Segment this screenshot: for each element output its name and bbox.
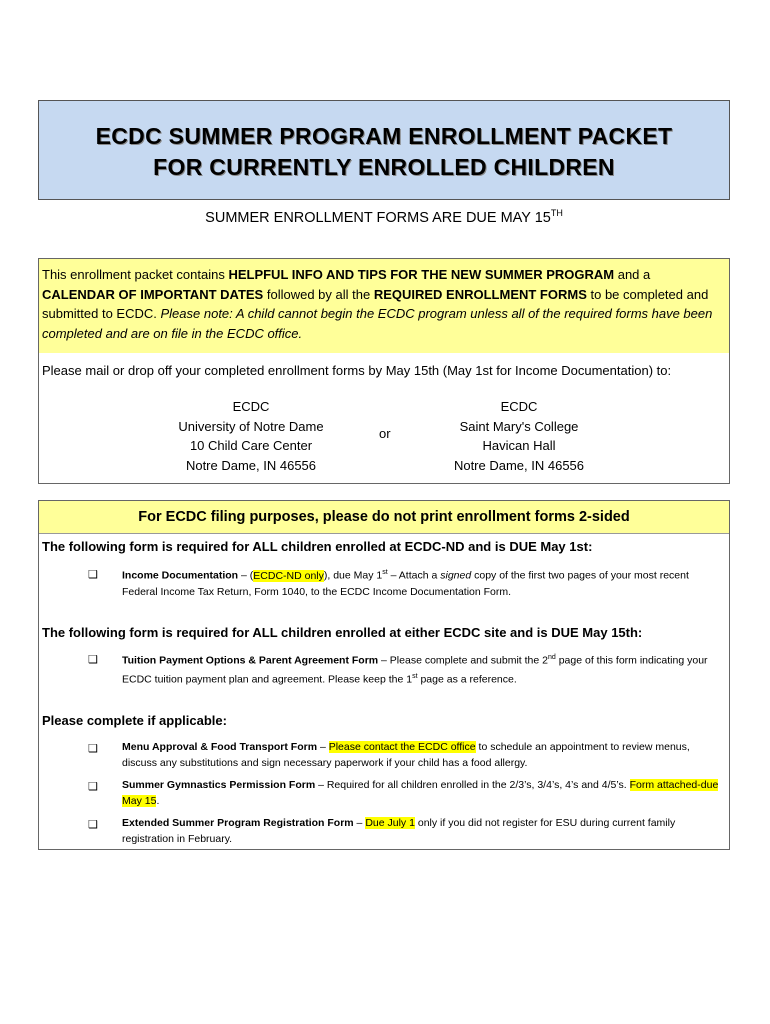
address-line: 10 Child Care Center	[189, 438, 313, 453]
text: .	[156, 795, 160, 807]
info-box	[38, 258, 730, 484]
sup: st	[412, 672, 418, 680]
list-item-tuition	[88, 650, 722, 687]
address-notre-dame	[151, 397, 351, 475]
intro-text-3: followed by all the	[263, 286, 374, 302]
form-name: Summer Gymnastics Permission Form	[122, 779, 316, 791]
title-line-1: ECDC SUMMER PROGRAM ENROLLMENT PACKET	[95, 123, 673, 149]
intro-text-1: This enrollment packet contains	[42, 267, 229, 282]
checkbox-icon: ❑	[88, 654, 98, 666]
address-saint-marys	[419, 397, 619, 475]
address-line: Saint Mary's College	[459, 418, 579, 434]
checkbox-icon: ❑	[88, 819, 98, 831]
text: – (	[238, 569, 254, 582]
form-name: Extended Summer Program Registration Form	[122, 817, 354, 829]
form-name: Income Documentation	[122, 569, 239, 582]
address-line: University of Notre Dame	[178, 418, 324, 434]
sup: st	[382, 569, 388, 576]
highlight: Please contact the ECDC office	[328, 741, 476, 753]
text: page as a reference.	[417, 673, 517, 685]
form-name: Tuition Payment Options & Parent Agreement Form	[122, 654, 379, 667]
due-date-line	[38, 208, 730, 226]
due-sup: TH	[550, 208, 563, 218]
checkbox-icon: ❑	[88, 743, 98, 755]
text: – Required for all children enrolled in the 2/3’s, 3/4’s, 4’s and 4/5’s.	[315, 779, 630, 791]
address-line: Notre Dame, IN 46556	[453, 457, 585, 473]
mail-instructions: Please mail or drop off your completed enrollment forms by May 15th (May 1st for Income Documentation) to:	[42, 363, 672, 378]
text: only if you did not register for ESU during current family registration in February.	[122, 817, 676, 845]
address-line: ECDC	[500, 399, 538, 414]
list-item-income	[88, 565, 722, 600]
sup: nd	[547, 654, 556, 661]
address-line: Notre Dame, IN 46556	[185, 457, 317, 473]
highlight: Form attached-due May 15	[122, 779, 719, 807]
text: copy of the first two pages of your most recent Federal Income Tax Return, Form 1040, to the ECDC Income Documentation Form.	[122, 569, 689, 598]
list-item-esu	[88, 815, 722, 847]
text: page of this form indicating your ECDC tuition payment plan and agreement. Please keep the 1	[122, 654, 708, 685]
highlight: ECDC-ND only	[253, 569, 324, 582]
section-heading-tuition: The following form is required for ALL children enrolled at either ECDC site and is DUE May 15th:	[42, 625, 643, 640]
section-heading-income: The following form is required for ALL children enrolled at ECDC-ND and is DUE May 1st:	[42, 539, 593, 554]
address-line: Havican Hall	[482, 438, 556, 453]
intro-bold-2: CALENDAR OF IMPORTANT DATES	[42, 286, 264, 302]
title-banner	[38, 100, 730, 200]
intro-text-4: to be completed and submitted to ECDC.	[42, 286, 709, 321]
intro-bold-3: REQUIRED ENROLLMENT FORMS	[373, 286, 587, 302]
text: to schedule an appointment to review menus, discuss any substitutions and sign necessary paperwork if your child has a food allergy.	[122, 741, 690, 769]
text: ), due May 1	[323, 569, 383, 582]
text: –	[317, 741, 329, 753]
filing-notice: For ECDC filing purposes, please do not print enrollment forms 2-sided	[39, 501, 729, 534]
text: – Attach a	[387, 569, 441, 582]
title-line-2: FOR CURRENTLY ENROLLED CHILDREN	[153, 154, 615, 180]
text: – Please complete and submit the 2	[378, 654, 548, 667]
text: –	[353, 817, 366, 829]
checkbox-icon: ❑	[88, 781, 98, 793]
intro-note: Please note: A child cannot begin the ECDC program unless all of the required forms have been completed and are on file in the ECDC office.	[42, 306, 713, 341]
intro-bold-1: HELPFUL INFO AND TIPS FOR THE NEW SUMMER PROGRAM	[228, 267, 615, 282]
address-line: ECDC	[232, 399, 270, 414]
list-item-gymnastics	[88, 777, 722, 809]
list-item-menu	[88, 739, 722, 771]
checkbox-icon: ❑	[88, 569, 98, 581]
intro-paragraph	[39, 259, 729, 353]
section-heading-optional: Please complete if applicable:	[42, 713, 227, 728]
form-name: Menu Approval & Food Transport Form	[122, 741, 318, 753]
highlight: Due July 1	[365, 817, 415, 829]
due-text: SUMMER ENROLLMENT FORMS ARE DUE MAY 15	[205, 209, 551, 226]
requirements-box	[38, 500, 730, 850]
intro-text-2: and a	[614, 267, 651, 282]
emphasis: signed	[440, 569, 472, 582]
or-label: or	[379, 426, 391, 441]
